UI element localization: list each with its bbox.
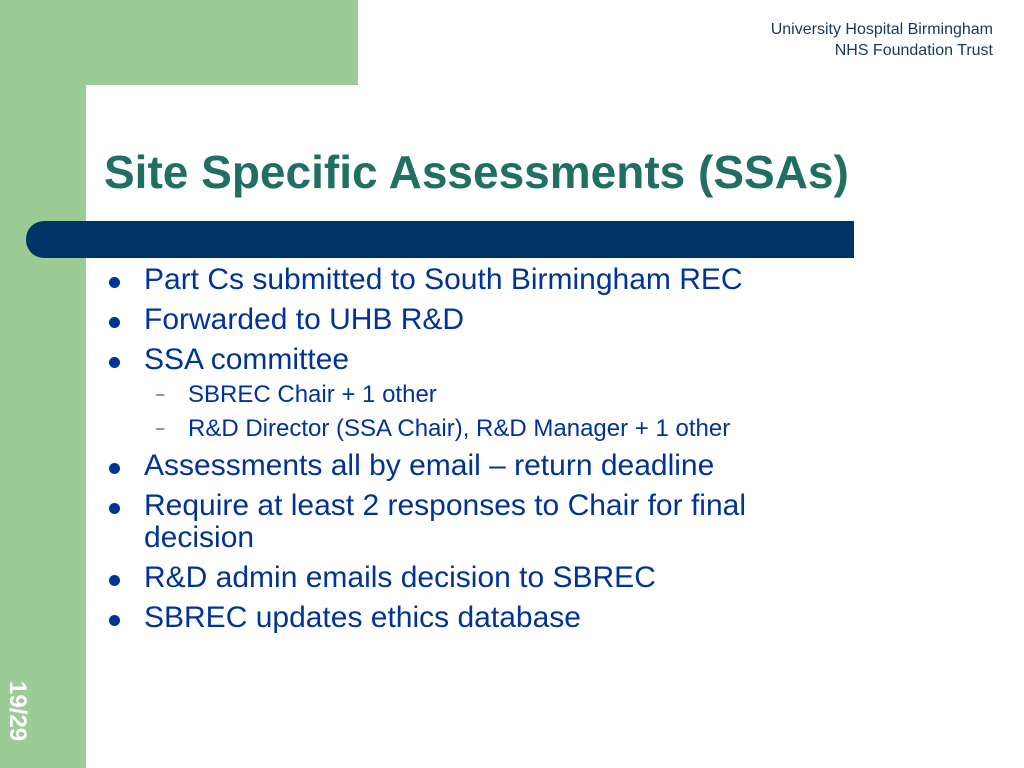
left-green-band — [0, 0, 86, 768]
title-underline-bar — [26, 221, 854, 258]
list-item — [104, 264, 864, 296]
dash-icon: – — [156, 420, 165, 437]
bullet-icon — [109, 575, 120, 586]
list-item — [104, 304, 864, 336]
list-item — [104, 562, 864, 594]
dash-icon: – — [156, 386, 165, 403]
sub-list-item — [104, 414, 864, 444]
sub-list-item — [104, 380, 864, 410]
bullet-text: SBREC updates ethics database — [144, 601, 581, 634]
bullet-icon — [109, 463, 120, 474]
page-number: 19/29 — [4, 681, 31, 742]
organization-line-2: NHS Foundation Trust — [834, 42, 993, 59]
bullet-text: Part Cs submitted to South Birmingham REC — [144, 263, 743, 296]
sub-bullet-text: R&D Director (SSA Chair), R&D Manager + 1 other — [188, 415, 731, 442]
list-item — [104, 344, 864, 376]
bullet-icon — [109, 277, 120, 288]
slide-title: Site Specific Assessments (SSAs) — [104, 146, 849, 198]
list-item — [104, 450, 864, 482]
bullet-icon — [109, 615, 120, 626]
bullet-icon — [109, 317, 120, 328]
organization-line-1: University Hospital Birmingham — [770, 21, 993, 38]
bullet-list — [104, 264, 864, 642]
bullet-text: SSA committee — [144, 343, 350, 376]
bullet-icon — [109, 503, 120, 514]
bullet-text: R&D admin emails decision to SBREC — [144, 561, 656, 594]
bullet-icon — [109, 357, 120, 368]
bullet-text: Assessments all by email – return deadline — [144, 449, 715, 482]
organization-name — [771, 19, 993, 61]
list-item — [104, 490, 864, 554]
sub-bullet-text: SBREC Chair + 1 other — [188, 381, 437, 408]
bullet-text: Forwarded to UHB R&D — [144, 303, 465, 336]
bullet-text: Require at least 2 responses to Chair for final decision — [144, 489, 746, 554]
list-item — [104, 602, 864, 634]
